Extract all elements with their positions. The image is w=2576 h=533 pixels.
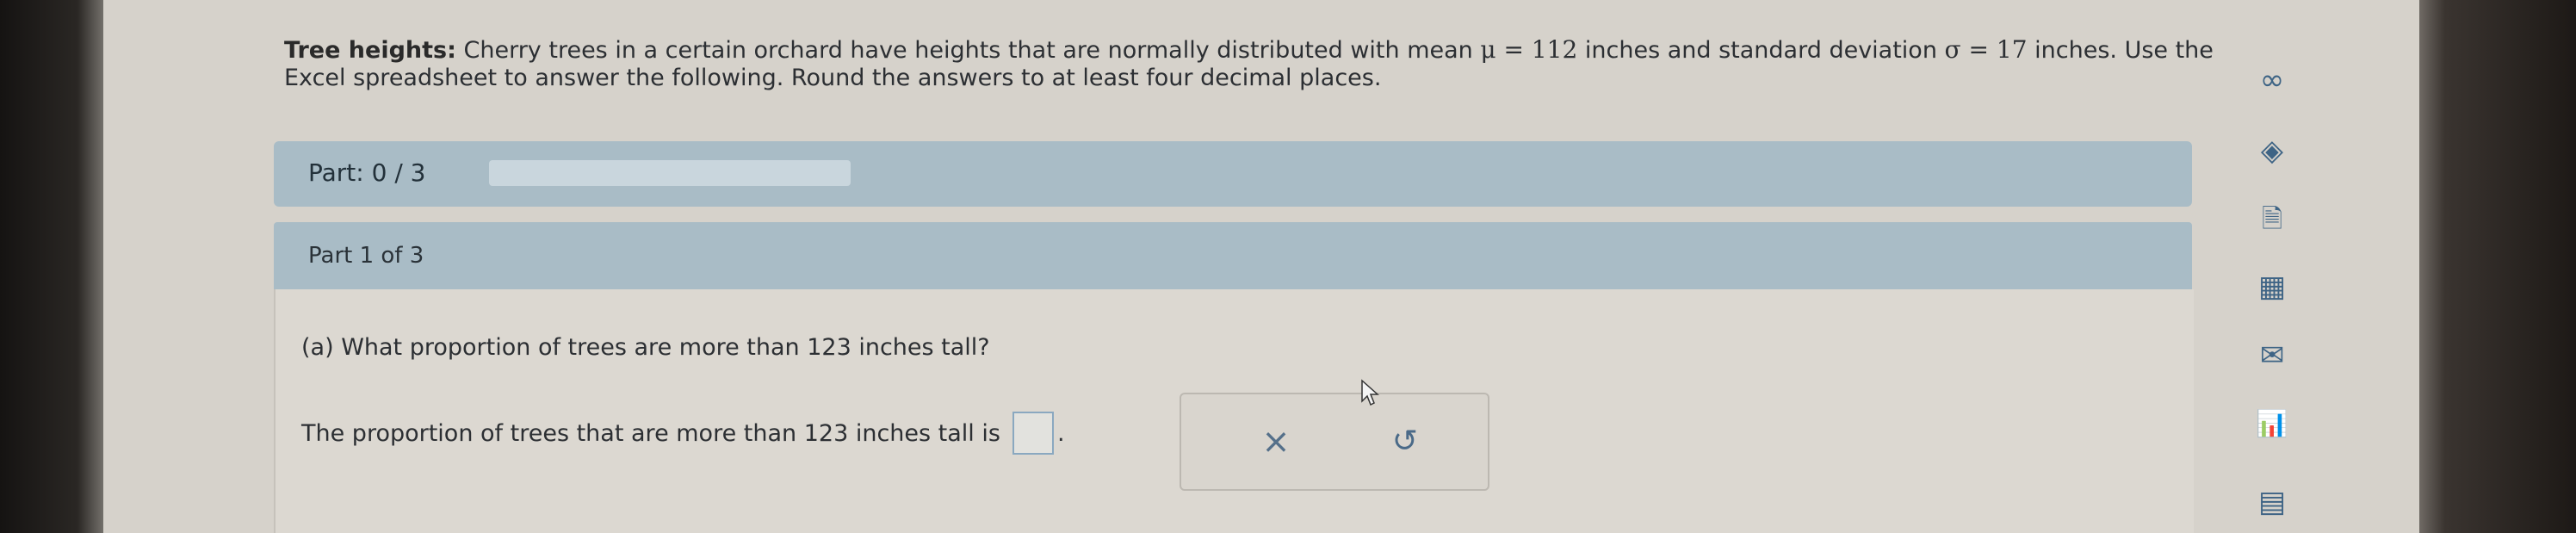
mail-icon[interactable]: ✉: [2259, 338, 2285, 373]
progress-track: [489, 160, 851, 186]
progress-bar: [274, 141, 2192, 207]
calculator-doc-icon[interactable]: 🗎: [2261, 204, 2283, 234]
clear-button[interactable]: ×: [1261, 422, 1291, 462]
mouse-cursor-icon: [1360, 379, 1381, 408]
answer-input[interactable]: [1012, 412, 1054, 455]
action-panel: [1180, 393, 1489, 491]
answer-suffix: .: [1056, 419, 1065, 447]
problem-statement: [284, 36, 2221, 92]
undo-button[interactable]: ↺: [1391, 424, 1419, 459]
problem-title: Tree heights:: [284, 37, 456, 64]
answer-line: [301, 412, 1065, 455]
answer-prefix: The proportion of trees that are more than 123 inches tall is: [301, 419, 1000, 447]
chart-icon[interactable]: 📊: [2256, 409, 2288, 439]
problem-text-2: inches and standard deviation: [1584, 37, 1937, 64]
calculator-icon[interactable]: ▦: [2257, 270, 2287, 304]
grid-icon[interactable]: ▤: [2257, 485, 2287, 519]
problem-text-3: inches. Use the Excel spreadsheet to answer the following. Round the answers to at least four decimal places.: [284, 37, 2214, 91]
part-header-label: Part 1 of 3: [308, 243, 424, 269]
sd-expression: σ = 17: [1944, 35, 2028, 64]
infinity-icon[interactable]: ∞: [2259, 63, 2285, 97]
problem-text-1: Cherry trees in a certain orchard have heights that are normally distributed with mean: [463, 37, 1473, 64]
progress-label: Part: 0 / 3: [308, 158, 426, 187]
question-text: (a) What proportion of trees are more than 123 inches tall?: [301, 334, 990, 361]
mean-expression: μ = 112: [1480, 35, 1578, 64]
right-toolbar: [2239, 52, 2307, 533]
diamond-nav-icon[interactable]: ◈: [2260, 133, 2284, 168]
part-header[interactable]: [274, 222, 2192, 289]
